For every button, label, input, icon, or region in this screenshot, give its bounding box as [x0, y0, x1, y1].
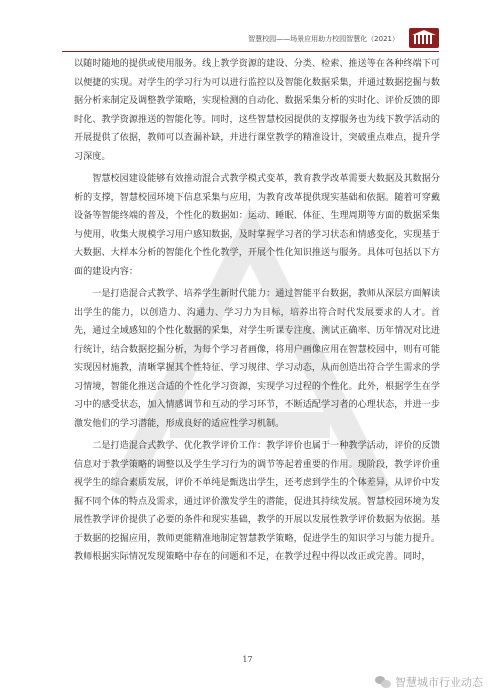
page-header [62, 28, 439, 50]
paragraph-3: 一是打造混合式教学、培养学生新时代能力：通过智能平台数据，教师从深层方面解读出学生的能力，以创造力、沟通力、学习力为目标，培养出符合时代发展要求的人才。首先，通过全域感知的个性化数据的采集，对学生听课专注度、测试正确率、历年情况对比进行统计，结合数据挖掘分析，为每个学习者画像，将用户画像应用在智慧校园中，则有可能实现因材施教，清晰掌握其个性特征、学习规律、学习动态，从而创造出符合学生需求的学习情境，智能化推送合适的个性化学习资源，实现学习过程的个性化。此外，根据学生在学习中的感受状态，加入情感调节和互动的学习环节，不断适配学习者的心理状态，并进一步激发他们的学习潜能，形成良好的适应性学习机制。 [74, 289, 440, 429]
paragraph-4: 二是打造混合式教学、优化教学评价工作：教学评价也属于一种教学活动，评价的反馈信息对于教学策略的调整以及学生学习行为的调节等起着重要的作用。现阶段，教学评价重视学生的综合素质发展，评价不单纯是甄选出学生，还考虑到学生的个体差异，从评价中发掘不同个体的特点及需求，通过评价激发学生的潜能，促进其持续发展。智慧校园环境为发展性教学评价提供了必要的条件和现实基础，教学的开展以发展性教学评价数据为依据。基于数据的挖掘应用，教师更能精准地制定智慧教学策略，促进学生的知识学习与能力提升。教师根据实际情况发现策略中存在的问题和不足，在教学过程中得以改正或完善。同时， [74, 441, 440, 562]
header-title: 智慧校园——场景应用助力校园智慧化（2021） [248, 35, 399, 43]
paragraph-1: 以随时随地的提供或使用服务。线上教学资源的建设、分类、检索、推送等在各种终端下可以便捷的实现。对学生的学习行为可以进行监控以及智能化数据采集，并通过数据挖掘与数据分析来制定及调整教学策略，实现检测的自动化、数据采集分析的实时化、评价反馈的即时化、教学资源推送的智能化等。同时，这些智慧校园提供的支撑服务也为线下教学活动的开展提供了依据，教师可以查漏补缺，并进行课堂教学的精准设计，突破重点难点，提升学习深度。 [74, 59, 440, 162]
brand-text: 智慧城市行业动态 [395, 676, 483, 689]
header-divider [62, 51, 439, 52]
wechat-icon [375, 676, 391, 688]
paragraph-2: 智慧校园建设能够有效推动混合式教学模式变革，教育教学改革需要大数据及其数据分析的支撑，智慧校园环境下信息采集与应用，为教育改革提供现实基础和依据。随着可穿戴设备等智能终端的普及，个性化的数据如：运动、睡眠、体征、生理周期等方面的数据采集与使用，收集大规模学习用户感知数据，及时掌握学习者的学习状态和情感变化，实现基于大数据、大样本分析的智能化个性化教学，开展个性化知识推送与服务。具体可包括以下方面的建设内容： [74, 174, 440, 277]
school-gate-icon [409, 28, 439, 48]
brand-watermark [375, 674, 483, 690]
page-number: 17 [242, 655, 253, 664]
document-body [74, 55, 440, 567]
